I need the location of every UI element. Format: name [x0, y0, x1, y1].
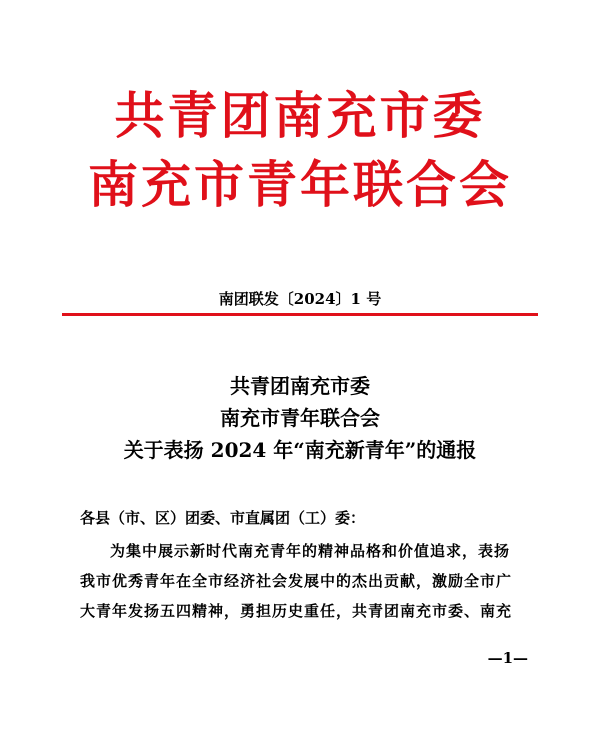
- red-divider-rule: [62, 313, 538, 316]
- title-line-3: 关于表扬 2024 年“南充新青年”的通报: [123, 438, 477, 462]
- title-line-1: 共青团南充市委: [230, 374, 370, 398]
- page-number: —1—: [487, 649, 528, 667]
- body-line-2: 我市优秀青年在全市经济社会发展中的杰出贡献，激励全市广: [80, 572, 513, 590]
- body-line-3: 大青年发扬五四精神，勇担历史重任，共青团南充市委、南充: [80, 602, 513, 620]
- salutation: 各县（市、区）团委、市直属团（工）委：: [80, 509, 366, 527]
- masthead-line-1: 共青团南充市委: [114, 87, 486, 145]
- title-line-2: 南充市青年联合会: [220, 406, 380, 430]
- body-line-1: 为集中展示新时代南充青年的精神品格和价值追求，表扬: [110, 542, 511, 560]
- masthead-line-2: 南充市青年联合会: [88, 156, 512, 214]
- document-number: 南团联发〔2024〕1 号: [218, 290, 382, 308]
